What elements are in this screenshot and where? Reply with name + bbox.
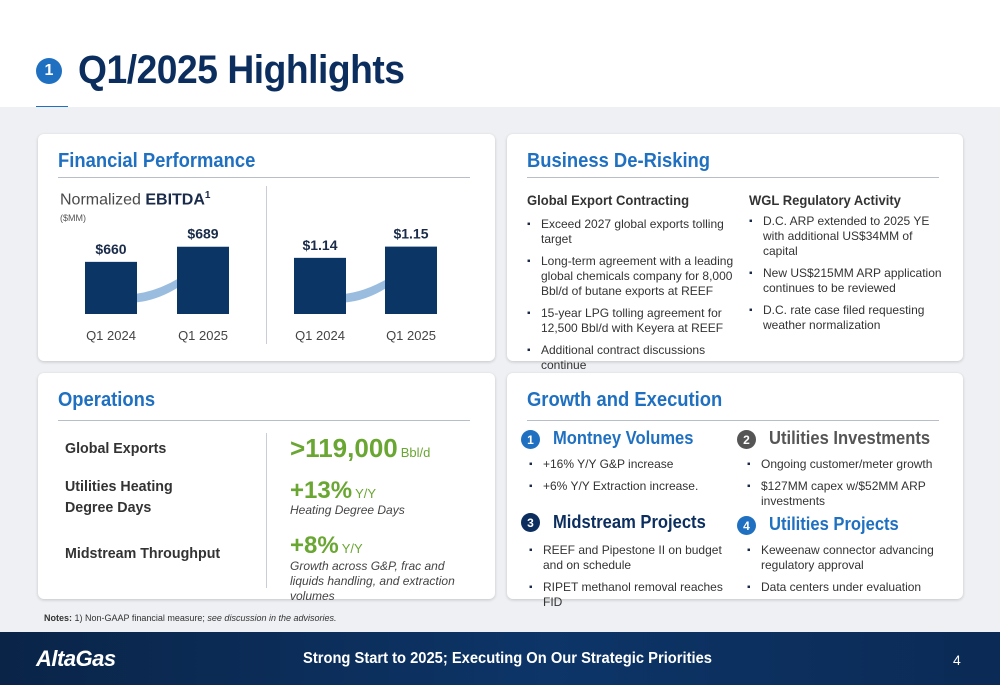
financial-performance-panel [38,134,495,361]
chart1-category-label-1: Q1 2024 [86,328,136,343]
montney-badge: 1 [521,430,540,449]
wgl-bullet-2: ▪ New US$215MM ARP application continues to be reviewed [749,266,949,296]
wgl-bullet-list [749,214,949,340]
header [0,0,1000,107]
midstream-throughput-number: +8% [290,532,339,559]
ebitda-superscript: 1 [204,190,211,201]
chart1-data-label-2: $689 [187,225,219,242]
altagas-logo: AltaGas [36,646,116,671]
ebitda-label-prefix: Normalized [60,191,146,209]
growth-execution-title: Growth and Execution [527,389,723,411]
export-bullet-list [527,217,737,380]
ops-label-global-exports: Global Exports [65,440,167,457]
financial-charts [38,134,495,361]
notes [44,613,337,623]
export-bullet-3: ▪ 15-year LPG tolling agreement for 12,500 Bbl/d with Keyera at REEF [527,306,737,336]
export-bullet-4: ▪ Additional contract discussions continue [527,343,737,373]
growth-4-bullet-2: ▪ Data centers under evaluation [747,580,947,595]
midstream-projects-bullets [529,543,729,617]
heating-degree-days-sub: Heating Degree Days [290,503,405,517]
operations-panel [38,373,495,603]
section-number-badge: 1 [36,58,62,84]
chart2-category-label-1: Q1 2024 [295,328,345,343]
midstream-throughput-value [290,532,363,560]
chart2-data-label-1: $1.14 [302,236,338,253]
growth-3-bullet-2: ▪ RIPET methanol removal reaches FID [529,580,729,610]
utilities-projects-heading: Utilities Projects [769,514,899,534]
heating-degree-days-unit: Y/Y [355,486,377,501]
panel-rule [527,177,939,178]
wgl-heading: WGL Regulatory Activity [749,192,901,208]
notes-text: 1) Non-GAAP financial measure; [72,613,208,623]
growth-execution-panel [507,373,963,609]
financial-performance-title: Financial Performance [58,150,256,172]
chart1-data-label-1: $660 [95,240,127,257]
chart1-bar-1 [85,262,137,314]
business-derisking-panel [507,134,963,372]
page-number: 4 [953,652,961,668]
global-exports-number: >119,000 [290,433,398,463]
ebitda-label-bold: EBITDA [145,191,205,209]
notes-italic: see discussion in the advisories. [207,613,337,623]
montney-heading: Montney Volumes [553,428,694,448]
export-heading: Global Export Contracting [527,192,690,208]
panel-rule [58,420,470,421]
midstream-throughput-sub: Growth across G&P, frac and liquids handling, and extraction volumes [290,559,455,603]
chart2-data-label-2: $1.15 [393,225,429,242]
growth-2-bullet-1: ▪ Ongoing customer/meter growth [747,457,947,472]
midstream-throughput-unit: Y/Y [341,541,363,556]
ops-label-midstream-throughput: Midstream Throughput [65,545,221,562]
growth-4-bullet-1: ▪ Keweenaw connector advancing regulatory approval [747,543,947,573]
global-exports-value [290,433,430,464]
wgl-bullet-3: ▪ D.C. rate case filed requesting weather normalization [749,303,949,333]
export-bullet-1: ▪ Exceed 2027 global exports tolling target [527,217,737,247]
export-bullet-2: ▪ Long-term agreement with a leading global chemicals company for 8,000 Bbl/d of butane exports at REEF [527,254,737,299]
panel-rule [527,420,939,421]
utilities-investments-badge: 2 [737,430,756,449]
ops-label-heating-degree-days: Utilities Heating Degree Days [65,478,173,516]
chart2-category-label-2: Q1 2025 [386,328,436,343]
utilities-investments-bullets [747,457,947,516]
growth-3-bullet-1: ▪ REEF and Pipestone II on budget and on schedule [529,543,729,573]
footer [0,632,1000,685]
ebitda-unit: ($MM) [60,213,86,223]
utilities-projects-bullets [747,543,947,602]
chart1-category-label-2: Q1 2025 [178,328,228,343]
growth-2-bullet-2: ▪ $127MM capex w/$52MM ARP investments [747,479,947,509]
notes-label: Notes: [44,613,73,623]
growth-1-bullet-2: ▪ +6% Y/Y Extraction increase. [529,479,729,494]
midstream-projects-heading: Midstream Projects [553,512,706,532]
operations-title: Operations [58,389,156,411]
business-derisking-title: Business De-Risking [527,150,711,172]
midstream-projects-badge: 3 [521,513,540,532]
chart1-bar-2 [177,247,229,314]
chart2-bar-2 [385,247,437,314]
growth-1-bullet-1: ▪ +16% Y/Y G&P increase [529,457,729,472]
heating-degree-days-value [290,477,376,505]
page-title: Q1/2025 Highlights [78,48,405,92]
montney-bullets [529,457,729,501]
heating-degree-days-number: +13% [290,477,353,504]
wgl-bullet-1: ▪ D.C. ARP extended to 2025 YE with additional US$34MM of capital [749,214,949,259]
utilities-investments-heading: Utilities Investments [769,428,931,448]
chart2-bar-1 [294,258,346,314]
footer-tagline: Strong Start to 2025; Executing On Our Strategic Priorities [303,650,712,667]
operations-divider [266,433,267,588]
global-exports-unit: Bbl/d [400,445,431,460]
utilities-projects-badge: 4 [737,516,756,535]
